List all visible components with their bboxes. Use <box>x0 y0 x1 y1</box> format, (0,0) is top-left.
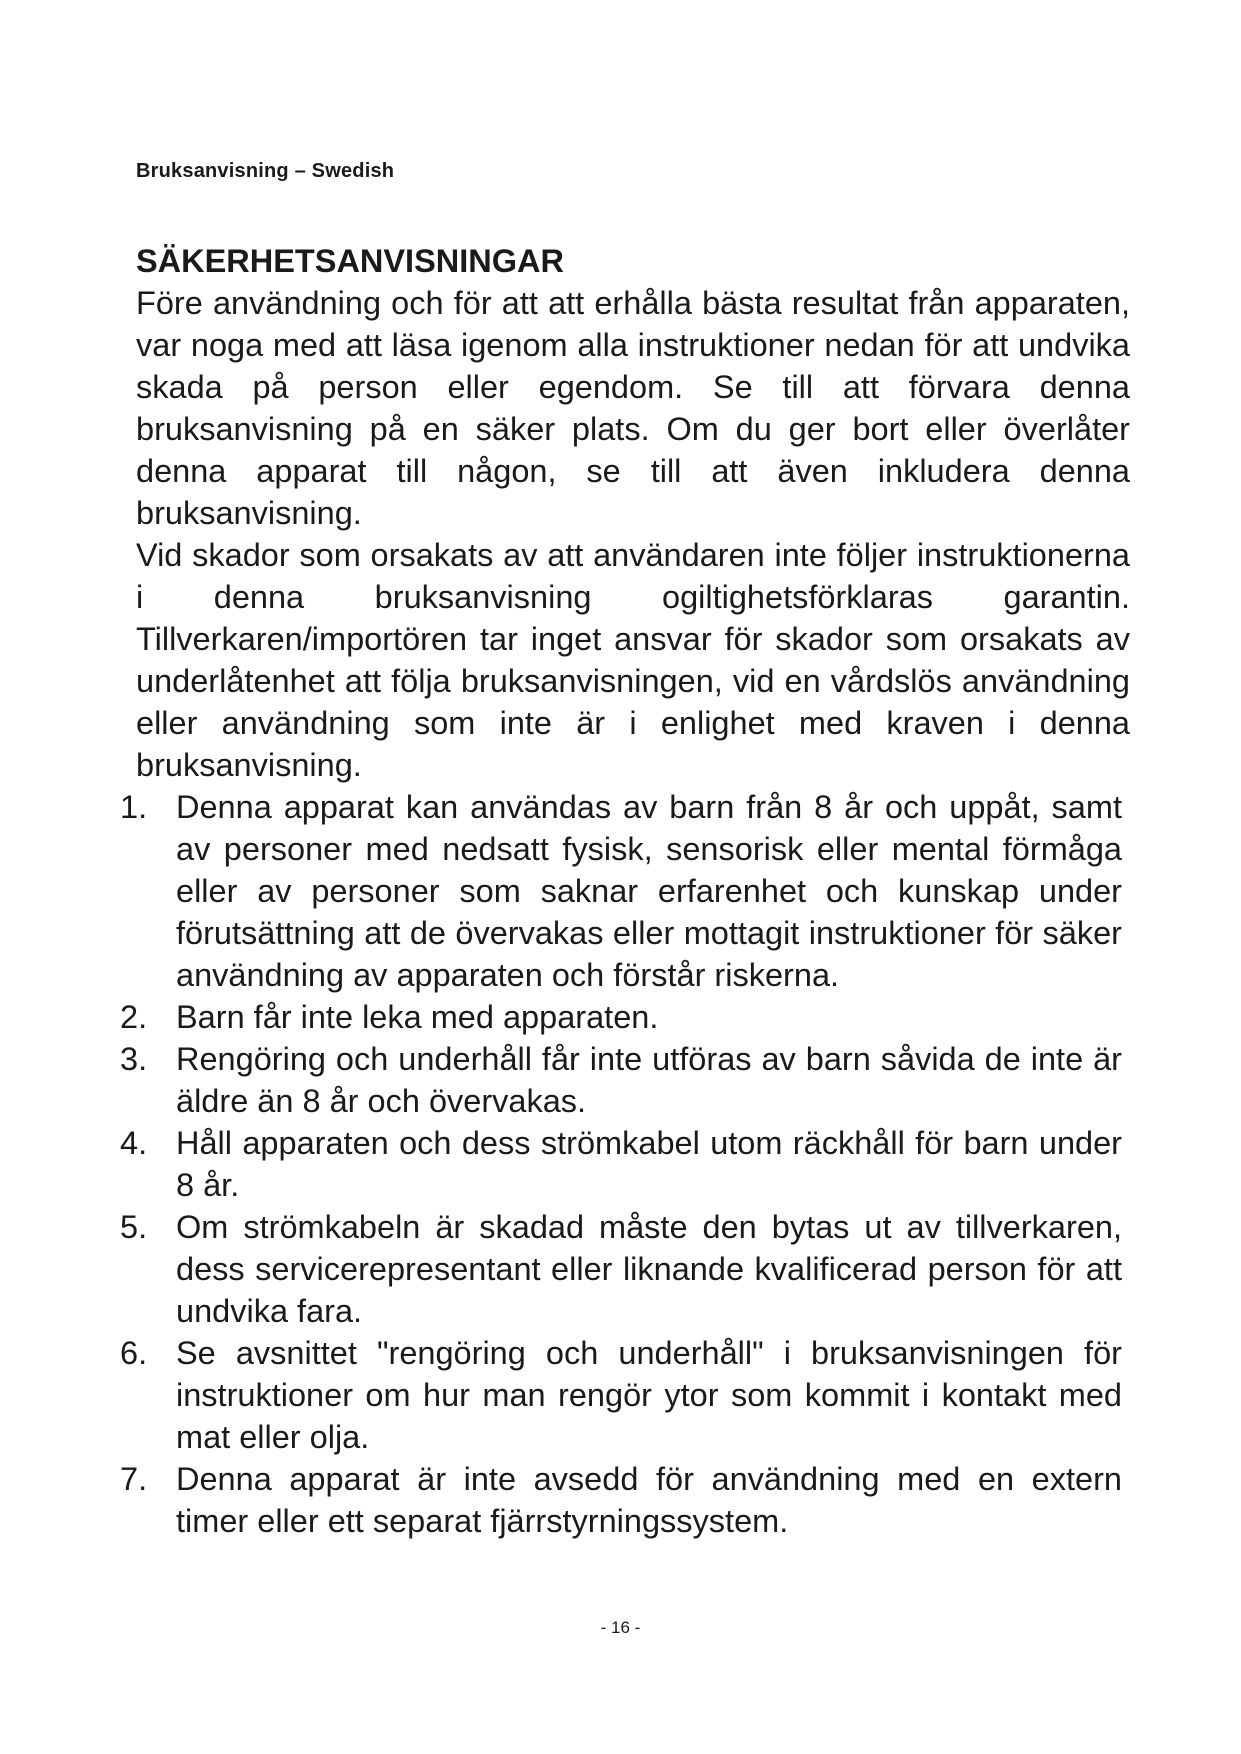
list-item-number: 3. <box>120 1041 148 1077</box>
list-item-number: 2. <box>120 999 148 1035</box>
document-body <box>120 240 1130 1542</box>
section-title: SÄKERHETSANVISNINGAR <box>136 243 564 279</box>
list-item <box>120 1122 1130 1206</box>
list-item <box>120 1332 1130 1458</box>
list-item-text: Håll apparaten och dess strömkabel utom räckhåll för barn under 8 år. <box>176 1125 1122 1203</box>
list-item <box>120 1206 1130 1332</box>
document-header-label: Bruksanvisning – Swedish <box>136 160 395 182</box>
list-item-number: 5. <box>120 1209 148 1245</box>
list-item-text: Denna apparat kan användas av barn från 8 år och uppåt, samt av personer med nedsatt fysisk, sensorisk eller mental förmåga eller av personer som saknar erfarenhet och kunskap under förutsättning att de övervakas eller mottagit instruktioner för säker användning av apparaten och förstår riskerna. <box>176 789 1122 993</box>
list-item-text: Rengöring och underhåll får inte utföras av barn såvida de inte är äldre än 8 år och övervakas. <box>176 1041 1122 1119</box>
list-item-text: Se avsnittet "rengöring och underhåll" i bruksanvisningen för instruktioner om hur man rengör ytor som kommit i kontakt med mat eller olja. <box>176 1335 1122 1455</box>
page-number: - 16 - <box>600 1618 641 1637</box>
list-item-text: Denna apparat är inte avsedd för användning med en extern timer eller ett separat fjärrstyrningssystem. <box>176 1461 1122 1539</box>
list-item <box>120 1038 1130 1122</box>
list-item <box>120 996 1130 1038</box>
list-item-number: 7. <box>120 1461 148 1497</box>
list-item <box>120 1458 1130 1542</box>
list-item-text: Barn får inte leka med apparaten. <box>176 999 659 1035</box>
intro-paragraph: Före användning och för att att erhålla bästa resultat från apparaten, var noga med att läsa igenom alla instruktioner nedan för att undvika skada på person eller egendom. Se till att förvara denna bruksanvisning på en säker plats. Om du ger bort eller överlåter denna apparat till någon, se till att även inkludera denna bruksanvisning. <box>136 285 1130 531</box>
warranty-paragraph: Vid skador som orsakats av att användaren inte följer instruktionerna i denna bruksanvisning ogiltighetsförklaras garantin. Tillverkaren/importören tar inget ansvar för skador som orsakats av underlåtenhet att följa bruksanvisningen, vid en vårdslös användning eller användning som inte är i enlighet med kraven i denna bruksanvisning. <box>136 537 1130 783</box>
list-item-number: 4. <box>120 1125 148 1161</box>
list-item-text: Om strömkabeln är skadad måste den bytas ut av tillverkaren, dess servicerepresentant eller liknande kvalificerad person för att undvika fara. <box>176 1209 1122 1329</box>
safety-warnings-list <box>120 786 1130 1542</box>
list-item <box>120 786 1130 996</box>
list-item-number: 6. <box>120 1335 148 1371</box>
list-item-number: 1. <box>120 789 148 825</box>
